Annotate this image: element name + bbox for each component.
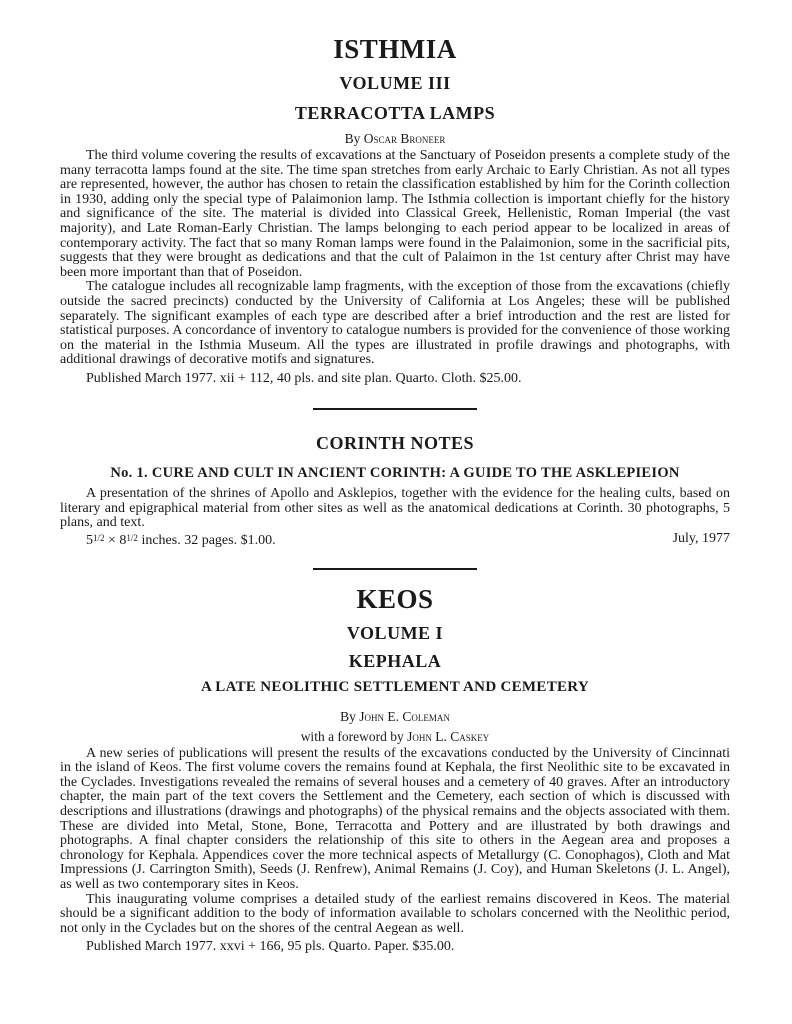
isthmia-published: Published March 1977. xii + 112, 40 pls. and site plan. Quarto. Cloth. $25.00.: [86, 370, 522, 386]
isthmia-paragraph-2: The catalogue includes all recognizable lamp fragments, with the exception of those from the excavations (chiefly outside the sacred precincts) conducted by the University of California at Los Angeles; these will be published separately. The significant examples of each type are described after a brief introduction and the rest are listed for statistical purposes. A concordance of inventory to catalogue numbers is provided for the convenience of those working on the material in the Isthmia Museum. All the types are illustrated in profile drawings and photographs, with additional drawings of decorative motifs and signatures.: [60, 279, 730, 368]
isthmia-byline: [60, 130, 730, 147]
corinth-number-title: No. 1. CURE AND CULT IN ANCIENT CORINTH: A GUIDE TO THE ASKLEPIEION: [110, 464, 680, 481]
corinth-size-height: 8: [119, 532, 127, 548]
corinth-series-title: CORINTH NOTES: [315, 432, 475, 453]
keos-series-title: KEOS: [356, 583, 434, 614]
keos-subtitle-2: A LATE NEOLITHIC SETTLEMENT AND CEMETERY: [200, 678, 590, 695]
corinth-date: July, 1977: [672, 530, 730, 546]
keos-paragraph-2: This inaugurating volume comprises a detailed study of the earliest remains discovered in Keos. The material should be a significant addition to the body of information available to scholars concerned with the Neolithic period, not only in the Cyclades but on the shores of the central Aegean as well.: [60, 891, 730, 936]
keos-subtitle: KEPHALA: [348, 650, 442, 671]
isthmia-by: By: [344, 131, 361, 146]
keos-foreword-author: John L. Caskey: [407, 728, 490, 744]
keos-author: John E. Coleman: [359, 708, 450, 724]
corinth-size-width: 5: [86, 532, 93, 548]
corinth-details-row: [60, 531, 730, 548]
isthmia-author: Oscar Broneer: [363, 131, 446, 146]
corinth-size-rest: inches. 32 pages. $1.00.: [137, 532, 276, 548]
isthmia-volume: VOLUME III: [339, 73, 451, 93]
corinth-paragraph-1: A presentation of the shrines of Apollo and Asklepios, together with the evidence for the healing cults, based on literary and epigraphical material from other sites as well as the anatomical dedications at Corinth. 30 photographs, 5 plans, and text.: [60, 485, 730, 531]
keos-foreword: [60, 728, 730, 745]
isthmia-subtitle: TERRACOTTA LAMPS: [294, 103, 496, 123]
keos-volume: VOLUME I: [346, 622, 444, 643]
keos-foreword-prefix: with a foreword by: [300, 728, 404, 744]
keos-published: Published March 1977. xxvi + 166, 95 pls. Quarto. Paper. $35.00.: [86, 939, 455, 955]
keos-by: By: [340, 708, 356, 724]
isthmia-paragraph-1: The third volume covering the results of excavations at the Sanctuary of Poseidon presents a complete study of the many terracotta lamps found at the site. The time span stretches from early Archaic to Early Christian. As not all types are represented, however, the author has chosen to retain the classification established by him for the Corinth collection in 1930, adding only the special type of Palaimonion lamp. The Isthmia collection is important chiefly for the history and significance of the site. The material is divided into Classical Greek, Hellenistic, Roman Imperial (the vast majority), and Late Roman-Early Christian. The lamps belonging to each period appear to be localized in areas of contemporary activity. The fact that so many Roman lamps were found in the Palaimonion, some in the sacrificial pits, suggests that they were brought as dedications and that the cult of Palaimon in the 1st century after Christ may have been more important than that of Poseidon.: [60, 148, 730, 280]
isthmia-series-title: ISTHMIA: [333, 34, 457, 64]
corinth-size-times: ×: [108, 532, 116, 548]
corinth-size-width-frac: 1/2: [93, 532, 105, 543]
corinth-size-pages-price: [86, 531, 276, 548]
corinth-size-height-frac: 1/2: [126, 532, 138, 543]
keos-paragraph-1: A new series of publications will present the results of the excavations conducted by the University of Cincinnati in the island of Keos. The first volume covers the remains found at Kephala, the first Neolithic site to be excavated in the Cyclades. Investigations revealed the remains of several houses and a cemetery of 40 graves. After an introductory chapter, the main part of the text covers the Settlement and the Cemetery, each section of which is discussed with descriptions and illustrations (drawings and photographs) of the physical remains and the objects associated with them. These are divided into Metal, Stone, Bone, Terracotta and Pottery and are illustrated by both drawings and photographs. A final chapter considers the relationship of this site to others in the Aegean area and proposes a chronology for Kephala. Appendices cover the more technical aspects of Metallurgy (C. Conophagos), Cloth and Mat Impressions (J. Carrington Smith), Seeds (J. Renfrew), Animal Remains (J. Coy), and Human Skeletons (J. L. Angel), as well as two contemporary sites in Keos.: [60, 745, 730, 893]
keos-byline: [60, 708, 730, 725]
